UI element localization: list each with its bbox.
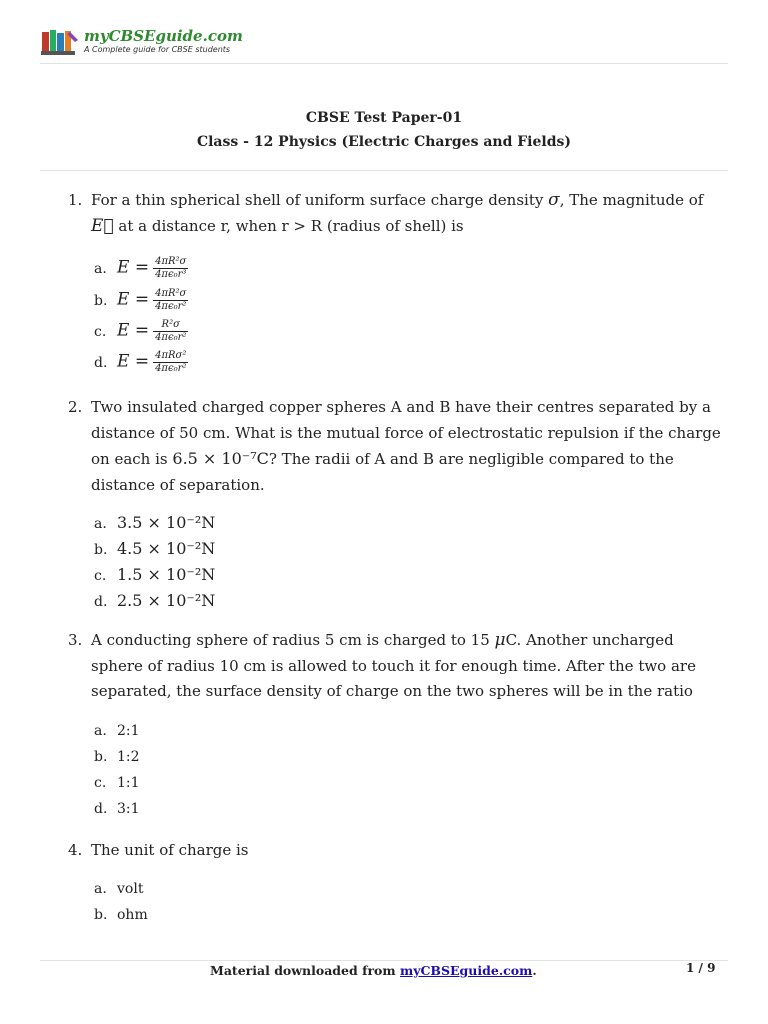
numerator: 4πR²σ xyxy=(153,256,188,269)
denominator: 4πϵ₀r² xyxy=(155,332,187,343)
option-3b[interactable] xyxy=(94,749,140,765)
option-3c[interactable] xyxy=(94,775,140,791)
download-prefix: Material downloaded from xyxy=(210,963,400,978)
option-label: d. xyxy=(94,594,108,610)
option-value: 1:1 xyxy=(117,775,140,791)
question-text-part: C. Another uncharged sphere of radius 10 cm is allowed to touch it for enough time. After the two are separated, the surface density of charge on the two spheres will be in the ratio xyxy=(91,631,696,700)
fraction xyxy=(153,350,188,375)
question-text-part: , The magnitude of xyxy=(559,191,704,209)
question-number: 3. xyxy=(68,631,83,649)
option-value: 3.5 × 10⁻²N xyxy=(117,513,216,532)
question-text xyxy=(91,628,727,705)
option-label: a. xyxy=(94,723,107,739)
books-logo-icon xyxy=(40,28,80,56)
option-label: d. xyxy=(94,354,108,371)
question-text-part: For a thin spherical shell of uniform surface charge density xyxy=(91,191,544,209)
question-number: 2. xyxy=(68,398,83,416)
option-label: a. xyxy=(94,260,107,277)
option-lhs: E = xyxy=(117,257,150,278)
footer-divider xyxy=(40,960,728,961)
charge-value: 6.5 × 10⁻⁷C xyxy=(172,449,269,468)
option-value: 1:2 xyxy=(117,749,140,765)
question-text xyxy=(91,838,727,864)
question-text xyxy=(91,188,727,239)
option-label: d. xyxy=(94,801,108,817)
option-label: c. xyxy=(94,568,107,584)
denominator: 4πϵ₀r² xyxy=(155,301,187,312)
paper-subtitle: Class - 12 Physics (Electric Charges and Fields) xyxy=(196,134,572,150)
option-2d[interactable] xyxy=(94,591,215,610)
title-divider xyxy=(40,170,728,171)
option-3d[interactable] xyxy=(94,801,140,817)
option-label: b. xyxy=(94,542,108,558)
sigma-symbol: σ xyxy=(548,190,560,210)
site-link[interactable]: myCBSEguide.com xyxy=(399,963,533,978)
question-text-part: at a distance r, when r > R (radius of shell) is xyxy=(118,216,464,235)
question-number: 1. xyxy=(68,191,83,209)
option-label: a. xyxy=(94,881,107,897)
option-label: b. xyxy=(94,907,108,923)
option-lhs: E = xyxy=(117,320,150,341)
option-1a[interactable] xyxy=(94,256,188,281)
site-header xyxy=(40,26,730,60)
option-lhs: E = xyxy=(117,289,150,310)
option-4b[interactable] xyxy=(94,907,148,923)
option-value: 4.5 × 10⁻²N xyxy=(117,539,216,558)
option-2c[interactable] xyxy=(94,565,215,584)
question-text-part: A conducting sphere of radius 5 cm is charged to 15 xyxy=(91,631,490,649)
question-text-part: The unit of charge is xyxy=(91,841,249,859)
option-2b[interactable] xyxy=(94,539,215,558)
fraction xyxy=(153,319,188,344)
denominator: 4πϵ₀r³ xyxy=(155,269,187,280)
option-1d[interactable] xyxy=(94,350,188,375)
numerator: 4πR²σ xyxy=(153,288,188,301)
option-value: ohm xyxy=(117,907,148,923)
question-number: 4. xyxy=(68,841,83,859)
download-suffix: . xyxy=(532,963,537,978)
option-label: c. xyxy=(94,775,107,791)
option-value: 1.5 × 10⁻²N xyxy=(117,565,216,584)
question-text-part: ? The radii of A and B are negligible compared to the distance of separation. xyxy=(91,450,674,494)
option-label: c. xyxy=(94,323,107,340)
e-field-symbol: E⃗ xyxy=(91,215,114,236)
denominator: 4πϵ₀r² xyxy=(155,363,187,374)
option-label: a. xyxy=(94,516,107,532)
fraction xyxy=(153,256,188,281)
option-1b[interactable] xyxy=(94,288,188,313)
option-value: volt xyxy=(117,881,144,897)
fraction xyxy=(153,288,188,313)
option-4a[interactable] xyxy=(94,881,143,897)
numerator: 4πRσ² xyxy=(153,350,188,363)
paper-title: CBSE Test Paper-01 xyxy=(305,110,463,126)
option-label: b. xyxy=(94,292,108,309)
option-value: 2:1 xyxy=(117,723,140,739)
numerator: R²σ xyxy=(153,319,188,332)
option-value: 2.5 × 10⁻²N xyxy=(117,591,216,610)
option-value: 3:1 xyxy=(117,801,140,817)
question-text xyxy=(91,395,727,498)
option-lhs: E = xyxy=(117,351,150,372)
question-text-part: Two insulated charged copper spheres A and B have their centres separated by a distance of 50 cm. What is the mutual force of electrostatic repulsion if the charge on each is xyxy=(91,398,721,468)
download-note xyxy=(210,963,537,978)
option-3a[interactable] xyxy=(94,723,140,739)
option-label: b. xyxy=(94,749,108,765)
option-2a[interactable] xyxy=(94,513,215,532)
option-1c[interactable] xyxy=(94,319,188,344)
logo-title[interactable]: myCBSEguide.com xyxy=(84,27,243,45)
header-divider xyxy=(40,63,728,64)
mu-symbol: μ xyxy=(494,630,506,650)
logo-tagline: A Complete guide for CBSE students xyxy=(84,45,231,54)
page-number: 1 / 9 xyxy=(686,961,716,975)
